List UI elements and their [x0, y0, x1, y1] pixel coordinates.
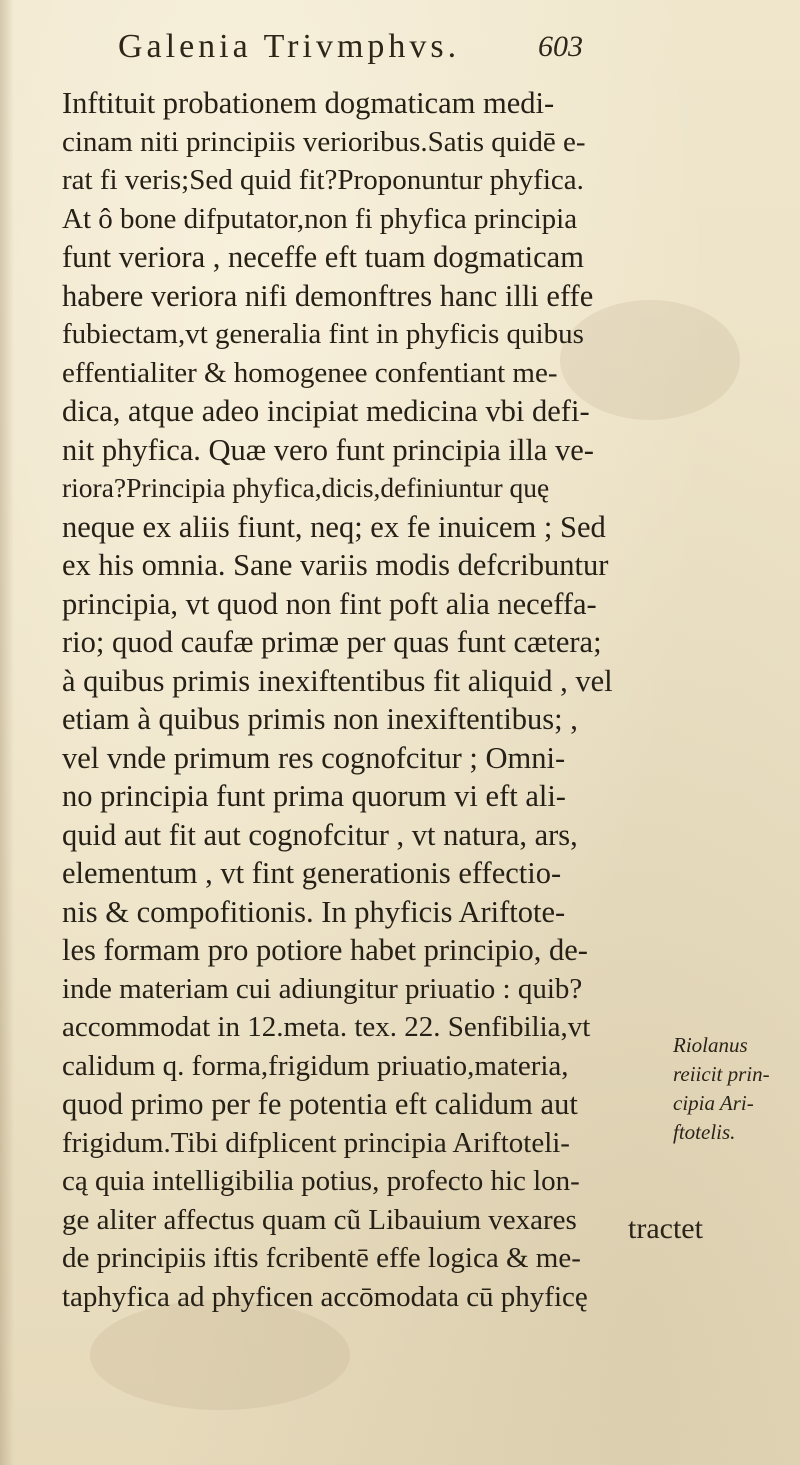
text-line: fubiectam,vt generalia fint in phyficis quibus: [62, 318, 584, 350]
text-line: Inftituit probationem dogmaticam medi-: [62, 86, 555, 120]
text-line: taphyfica ad phyficen accōmodata cū phyficę: [62, 1280, 588, 1313]
text-line: At ô bone difputator,non fi phyfica principia: [62, 202, 578, 235]
text-line: vel vnde primum res cognofcitur ; Omni-: [62, 740, 566, 775]
text-line: rat fi veris;Sed quid fit?Proponuntur phyfica.: [62, 164, 584, 196]
page-header: [0, 28, 800, 76]
text-line: effentialiter & homogenee confentiant me-: [62, 356, 558, 389]
text-line: frigidum.Tibi difplicent principia Ariftoteli-: [62, 1126, 570, 1159]
text-line: cinam niti principiis verioribus.Satis quidē e-: [62, 125, 586, 158]
marginal-note-line: ftotelis.: [673, 1120, 736, 1144]
marginal-note-line: cipia Ari-: [673, 1091, 754, 1115]
text-line: elementum , vt fint generationis effectio-: [62, 856, 562, 890]
text-line: ex his omnia. Sane variis modis defcribuntur: [62, 548, 609, 582]
page-edge-shadow: [0, 0, 14, 1465]
text-line: rio; quod caufæ primæ per quas funt cætera;: [62, 625, 602, 659]
body-text: [62, 84, 762, 1316]
running-head: Galenia Trivmphvs.: [118, 28, 461, 65]
text-line: neque ex aliis fiunt, neq; ex fe inuicem ; Sed: [62, 509, 606, 544]
text-line: quod primo per fe potentia eft calidum aut: [62, 1087, 578, 1121]
text-line: etiam à quibus primis non inexiftentibus; ,: [62, 702, 578, 736]
text-line: funt veriora , neceffe eft tuam dogmaticam: [62, 240, 584, 274]
text-line: principia, vt quod non fint poft alia neceffa-: [62, 586, 597, 621]
page-number: 603: [538, 30, 583, 63]
paper-stain: [90, 1300, 350, 1410]
text-line: nit phyfica. Quæ vero funt principia illa ve-: [62, 432, 594, 467]
text-line: quid aut fit aut cognofcitur , vt natura, ars,: [62, 817, 578, 852]
text-line: riora?Principia phyfica,dicis,definiuntur quę: [62, 472, 550, 503]
marginal-note-line: reiicit prin-: [673, 1062, 770, 1086]
text-line: cą quia intelligibilia potius, profecto hic lon-: [62, 1165, 580, 1197]
text-line: inde materiam cui adiungitur priuatio : quib?: [62, 972, 583, 1005]
marginal-note: [673, 1031, 798, 1147]
text-line: ge aliter affectus quam cũ Libauium vexares: [62, 1203, 577, 1236]
text-line: dica, atque adeo incipiat medicina vbi defi-: [62, 394, 590, 428]
text-line: de principiis iftis fcribentē effe logica & me-: [62, 1242, 581, 1274]
text-line: accommodat in 12.meta. tex. 22. Senfibilia,vt: [62, 1011, 591, 1043]
catchword: tractet: [628, 1212, 703, 1245]
text-line: habere veriora nifi demonftres hanc illi effe: [62, 278, 594, 313]
text-line: nis & compofitionis. In phyficis Ariftote-: [62, 894, 566, 929]
marginal-note-line: Riolanus: [673, 1033, 748, 1057]
text-line: calidum q. forma,frigidum priuatio,materia,: [62, 1049, 569, 1082]
text-line: no principia funt prima quorum vi eft ali-: [62, 779, 566, 813]
text-line: à quibus primis inexiftentibus fit aliquid , vel: [62, 663, 613, 698]
text-line: les formam pro potiore habet principio, de-: [62, 933, 588, 967]
